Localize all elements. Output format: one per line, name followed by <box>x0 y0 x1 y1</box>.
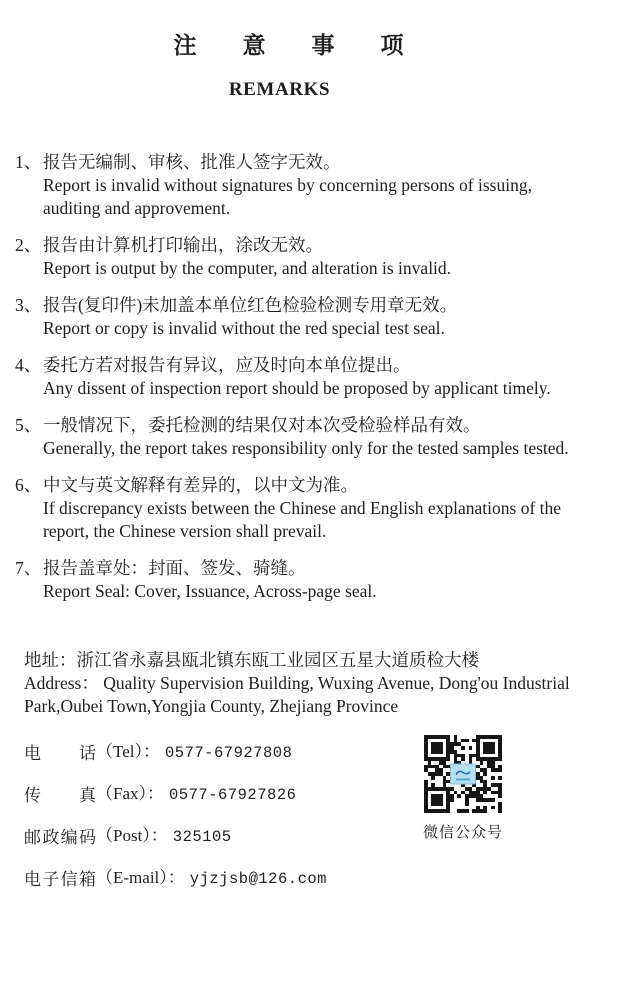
remark-chinese: 报告由计算机打印输出，涂改无效。 <box>43 234 323 255</box>
remark-chinese: 报告无编制、审核、批准人签字无效。 <box>43 151 341 172</box>
remark-english: If discrepancy exists between the Chinese and English explanations of the report, the Chinese version shall prevail. <box>43 497 562 541</box>
remark-chinese: 报告(复印件)未加盖本单位红色检验检测专用章无效。 <box>43 294 458 315</box>
page-title-chinese: 注意事项 <box>173 33 450 58</box>
remark-english: Generally, the report takes responsibility only for the tested samples tested. <box>43 437 569 458</box>
tel-label: 电话 <box>24 743 96 763</box>
item-body <box>43 294 588 340</box>
tel-value: 0577-67927808 <box>164 743 293 762</box>
qr-caption: 微信公众号 <box>423 825 504 841</box>
item-number: 2、 <box>15 234 42 255</box>
contact-row-fax <box>24 782 623 807</box>
remarks-list <box>0 151 623 603</box>
remark-item-7 <box>15 557 588 603</box>
email-value: yjzjsb@126.com <box>189 869 327 888</box>
contacts-block <box>0 740 623 891</box>
item-number: 3、 <box>15 294 42 315</box>
fax-label-en: （Fax）： <box>96 783 164 803</box>
remark-english: Any dissent of inspection report should be proposed by applicant timely. <box>43 377 551 398</box>
email-label: 电子信箱 <box>24 869 96 889</box>
item-body <box>43 474 588 543</box>
remark-english: Report is invalid without signatures by concerning persons of issuing, auditing and approvement. <box>43 174 532 218</box>
page-header <box>0 0 623 101</box>
post-label-en: （Post）： <box>96 825 168 845</box>
logo-text-line <box>456 778 470 780</box>
item-number: 4、 <box>15 354 42 375</box>
contact-row-email <box>24 866 623 891</box>
remark-english: Report is output by the computer, and alteration is invalid. <box>43 257 452 278</box>
remark-chinese: 一般情况下，委托检测的结果仅对本次受检验样品有效。 <box>43 414 481 435</box>
address-chinese: 地址：浙江省永嘉县瓯北镇东瓯工业园区五星大道质检大楼 <box>24 649 479 670</box>
item-body <box>43 414 588 460</box>
contact-row-tel <box>24 740 623 765</box>
wechat-logo-icon <box>450 764 476 785</box>
remark-item-6 <box>15 474 588 543</box>
item-body <box>43 151 588 220</box>
item-number: 6、 <box>15 474 42 495</box>
remark-english: Report Seal: Cover, Issuance, Across-page seal. <box>43 580 377 601</box>
email-label-en: （E-mail）： <box>96 867 185 887</box>
remark-item-1 <box>15 151 588 220</box>
remark-chinese: 中文与英文解释有差异的，以中文为准。 <box>43 474 358 495</box>
logo-squiggle-icon <box>455 768 471 776</box>
remark-item-2 <box>15 234 588 280</box>
tel-label-en: （Tel）： <box>96 741 160 761</box>
remark-item-3 <box>15 294 588 340</box>
wechat-qr-block <box>423 735 503 842</box>
post-label: 邮政编码 <box>24 827 96 847</box>
page-title-english: REMARKS <box>228 78 331 100</box>
item-number: 7、 <box>15 557 42 578</box>
wechat-qr-code <box>424 735 502 813</box>
address-block <box>0 649 623 718</box>
remark-item-5 <box>15 414 588 460</box>
item-body <box>43 354 588 400</box>
item-body <box>43 234 588 280</box>
remark-chinese: 委托方若对报告有异议，应及时向本单位提出。 <box>43 354 411 375</box>
fax-value: 0577-67927826 <box>169 785 297 804</box>
remark-item-4 <box>15 354 588 400</box>
remark-chinese: 报告盖章处：封面、签发、骑缝。 <box>43 557 306 578</box>
item-number: 5、 <box>15 414 42 435</box>
contact-row-post <box>24 824 623 849</box>
item-number: 1、 <box>15 151 42 172</box>
address-english: Address： Quality Supervision Building, Wuxing Avenue, Dong'ou Industrial Park,Oubei Town,Yongjia County, Zhejiang Province <box>24 672 570 716</box>
remark-english: Report or copy is invalid without the red special test seal. <box>43 317 445 338</box>
fax-label: 传真 <box>24 785 96 805</box>
post-value: 325105 <box>172 827 232 846</box>
item-body <box>43 557 588 603</box>
